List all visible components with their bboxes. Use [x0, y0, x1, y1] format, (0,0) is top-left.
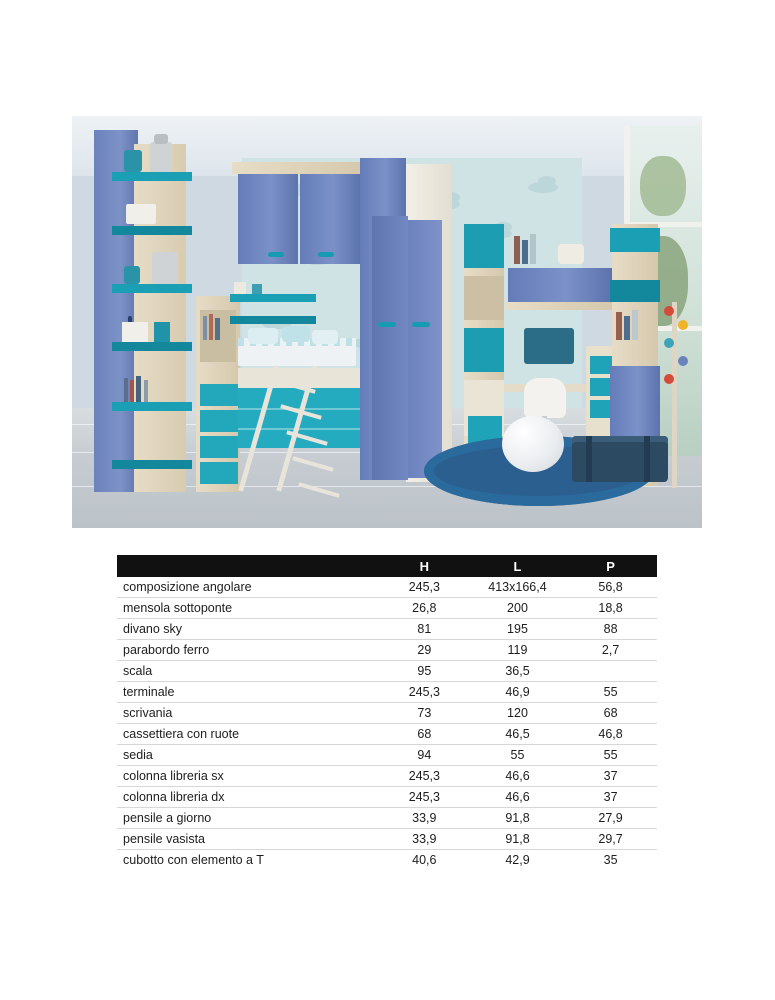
row-item-name: scrivania [117, 703, 378, 724]
pillow [248, 328, 278, 344]
row-value-l: 46,6 [471, 787, 564, 808]
row-item-name: pensile a giorno [117, 808, 378, 829]
wall-cabinet-shelf [506, 302, 614, 310]
shelf [112, 226, 192, 235]
cabinet-handle [268, 252, 284, 257]
overhead-cabinet-right [300, 172, 360, 264]
table-row [117, 703, 657, 724]
book [144, 380, 148, 402]
left-wood-shelving [134, 144, 186, 492]
column-header-p: P [564, 555, 657, 577]
column-header-h: H [378, 555, 471, 577]
row-value-h: 245,3 [378, 577, 471, 598]
table-row [117, 661, 657, 682]
row-item-name: parabordo ferro [117, 640, 378, 661]
coat-hanger-pole [672, 302, 677, 488]
book [632, 310, 638, 340]
shelf [112, 284, 192, 293]
shelf [112, 342, 192, 351]
row-item-name: pensile vasista [117, 829, 378, 850]
column-header-item [117, 555, 378, 577]
row-item-name: divano sky [117, 619, 378, 640]
book [522, 240, 528, 264]
row-value-l: 120 [471, 703, 564, 724]
table-row [117, 787, 657, 808]
table-row [117, 640, 657, 661]
table-row [117, 850, 657, 871]
row-value-l: 46,5 [471, 724, 564, 745]
decor-box [124, 266, 140, 284]
wardrobe-door-left [372, 216, 408, 480]
row-item-name: mensola sottoponte [117, 598, 378, 619]
row-item-name: colonna libreria dx [117, 787, 378, 808]
decor-item [558, 244, 584, 264]
row-value-p: 55 [564, 682, 657, 703]
ladder [268, 366, 358, 496]
table-row [117, 619, 657, 640]
row-value-h: 29 [378, 640, 471, 661]
row-item-name: cubotto con elemento a T [123, 853, 264, 867]
row-item-name: cassettiera con ruote [117, 724, 378, 745]
row-value-p: 37 [564, 787, 657, 808]
row-value-p: 68 [564, 703, 657, 724]
shelf [112, 402, 192, 411]
row-value-p: 55 [564, 745, 657, 766]
row-value-h: 26,8 [378, 598, 471, 619]
storage-trunk [572, 436, 668, 482]
book [624, 316, 630, 340]
row-value-l: 42,9 [505, 853, 530, 867]
decor-box [124, 150, 142, 172]
row-value-l: 91,8 [471, 808, 564, 829]
table-row [117, 808, 657, 829]
table-row [117, 745, 657, 766]
bed-mattress [238, 346, 356, 366]
ball-chair [502, 416, 564, 472]
row-item-name: sedia [117, 745, 378, 766]
row-value-p: 2,7 [564, 640, 657, 661]
robot-toy [152, 252, 178, 284]
table-row [117, 766, 657, 787]
table-row [117, 682, 657, 703]
right-lower-cabinet [610, 366, 660, 446]
drawer [200, 436, 238, 458]
row-item-name: terminale [117, 682, 378, 703]
row-value-p: 88 [564, 619, 657, 640]
wall-shelf [230, 316, 316, 324]
row-item-name: colonna libreria sx [117, 766, 378, 787]
table-row [117, 577, 657, 598]
pillow [312, 330, 338, 344]
book [530, 234, 536, 264]
table-row [117, 829, 657, 850]
cube-shelf [464, 328, 504, 372]
row-value-p [564, 661, 657, 682]
book [514, 236, 520, 264]
row-value-h: 81 [378, 619, 471, 640]
book [203, 316, 207, 340]
coat-peg [678, 320, 688, 330]
table-header-row [117, 555, 657, 577]
row-value-l: 55 [471, 745, 564, 766]
cube-shelf [464, 276, 504, 320]
decor-box [154, 322, 170, 342]
row-value-p: 37 [564, 766, 657, 787]
row-value-p: 56,8 [564, 577, 657, 598]
row-value-h: 33,9 [378, 829, 471, 850]
row-value-h: 245,3 [378, 682, 471, 703]
book [215, 318, 220, 340]
row-value-l: 46,6 [471, 766, 564, 787]
wall-cabinet [508, 268, 612, 304]
book [124, 378, 128, 402]
wardrobe-handle [378, 322, 396, 327]
book [209, 314, 213, 340]
row-value-h: 245,3 [378, 787, 471, 808]
row-value-p: 27,9 [564, 808, 657, 829]
coat-peg [664, 338, 674, 348]
row-value-l: 91,8 [471, 829, 564, 850]
row-item-name: composizione angolare [117, 577, 378, 598]
pillow [282, 326, 310, 342]
cube-shelf [464, 224, 504, 268]
robot-head [154, 134, 168, 144]
monitor [524, 328, 574, 364]
shelf [112, 460, 192, 469]
specifications-table [117, 555, 657, 870]
overhead-top-panel [232, 162, 366, 174]
decor-item [234, 282, 246, 294]
wardrobe-door-right [408, 220, 442, 478]
decor-basket [126, 204, 156, 224]
row-value-h: 73 [378, 703, 471, 724]
column-header-l: L [471, 555, 564, 577]
book [136, 376, 141, 402]
wall-shelf [230, 294, 316, 302]
cabinet-handle [318, 252, 334, 257]
book [130, 380, 134, 402]
table-row [117, 598, 657, 619]
row-value-l: 46,9 [471, 682, 564, 703]
row-value-p: 46,8 [564, 724, 657, 745]
row-value-h: 245,3 [378, 766, 471, 787]
robot-toy [150, 142, 172, 172]
row-value-p: 29,7 [564, 829, 657, 850]
coat-peg [678, 356, 688, 366]
row-value-l: 413x166,4 [471, 577, 564, 598]
row-value-h: 33,9 [378, 808, 471, 829]
row-value-h: 94 [378, 745, 471, 766]
decor-basket [122, 322, 148, 342]
row-value-l: 195 [471, 619, 564, 640]
coat-peg [664, 374, 674, 384]
chair-seat [524, 378, 566, 418]
row-value-p: 18,8 [564, 598, 657, 619]
decor-item [252, 284, 262, 294]
drawer [200, 384, 238, 406]
row-value-h: 95 [378, 661, 471, 682]
shelf [112, 172, 192, 181]
coat-peg [664, 306, 674, 316]
row-value-l: 119 [471, 640, 564, 661]
row-value-p: 35 [603, 853, 618, 867]
drawer [200, 462, 238, 484]
row-value-l: 36,5 [471, 661, 564, 682]
shelf [610, 280, 660, 302]
bedroom-photo [72, 116, 702, 528]
row-item-name: scala [117, 661, 378, 682]
row-value-h: 40,6 [412, 853, 437, 867]
table-row [117, 724, 657, 745]
left-blue-column [94, 130, 138, 492]
drawer [200, 410, 238, 432]
shelf [610, 228, 660, 252]
row-value-l: 200 [471, 598, 564, 619]
book [616, 312, 622, 340]
overhead-cabinet-left [238, 172, 298, 264]
row-value-h: 68 [378, 724, 471, 745]
wardrobe-handle [412, 322, 430, 327]
